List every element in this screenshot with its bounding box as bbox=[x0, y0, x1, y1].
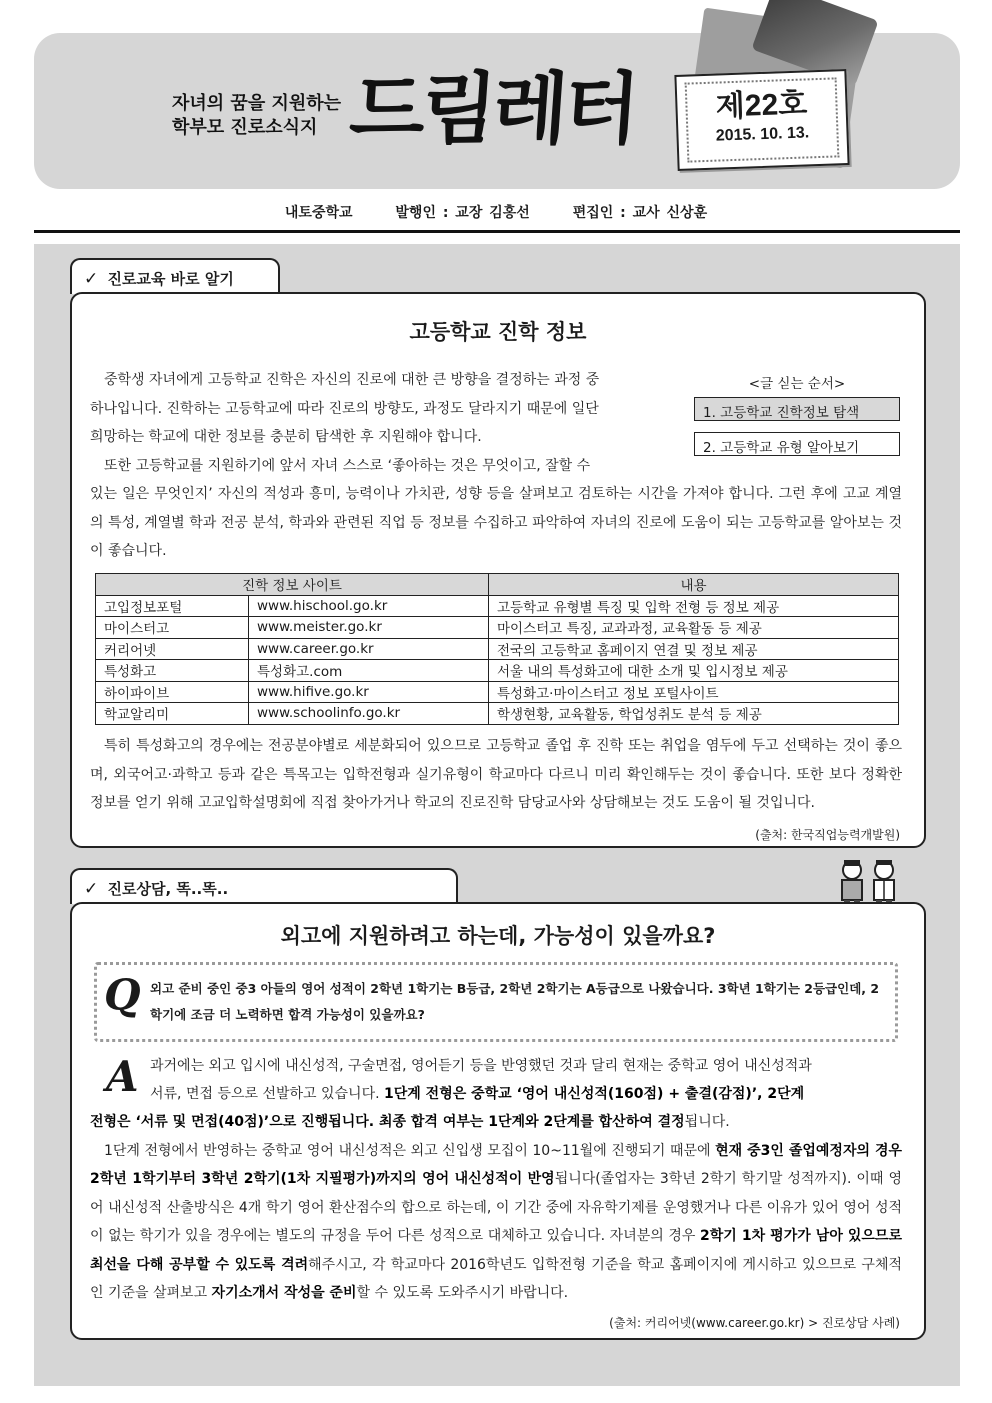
section1-tab bbox=[70, 258, 280, 294]
issue-box bbox=[674, 69, 849, 171]
table-row bbox=[96, 703, 899, 725]
site-name: 하이파이브 bbox=[96, 681, 249, 703]
para3: 특히 특성화고의 경우에는 전공분야별로 세분화되어 있으므로 고등학교 졸업 후 진학 또는 취업을 염두에 두고 선택하는 것이 좋으며, 외국어고·과학고 등과 같은 특목고는 입학전형과 실기유형이 학교마다 다르니 미리 확인해두는 것이 좋습니다. 또한 보다 정확한 정보를 얻기 위해 고교입학설명회에 직접 찾아가거나 학교의 진로진학 담당교사와 상담해보는 것도 도움이 될 것입니다. bbox=[90, 738, 902, 811]
answer-line3-bold: 전형은 ‘서류 및 면접(40점)’으로 진행됩니다. 최종 합격 여부는 1단계와 2단계를 합산하여 결정 bbox=[90, 1114, 685, 1130]
publisher-name: 발행인 : 교장 김홍선 bbox=[395, 205, 530, 221]
table-row bbox=[96, 617, 899, 639]
section1-title: 고등학교 진학 정보 bbox=[409, 320, 587, 344]
answer-line3-plain: 됩니다. bbox=[684, 1114, 730, 1130]
answer-para2-part3: 해주시고, 각 학교마다 2016학년도 입학전형 기준을 학교 홈페이지에 게시하고 있으므로 구체적인 기준을 살펴보고 bbox=[90, 1256, 902, 1301]
school-name: 내토중학교 bbox=[284, 205, 353, 221]
answer-line1-text: 과거에는 외고 입시에 내신성적, 구술면접, 영어듣기 등을 반영했던 것과 달리 현재는 중학교 영어 내신성적과 bbox=[150, 1058, 812, 1074]
site-url: 특성화고.com bbox=[249, 660, 489, 682]
section1-tab-label: 진로교육 바로 알기 bbox=[107, 270, 234, 288]
section1-para2-rest bbox=[90, 480, 902, 566]
table-row bbox=[96, 638, 899, 660]
toc-title: <글 싣는 순서> bbox=[748, 376, 846, 392]
answer-para2-part4: 할 수 있도록 도와주시기 바랍니다. bbox=[356, 1285, 569, 1301]
answer-line2-text bbox=[150, 1080, 900, 1109]
site-url: www.hifive.go.kr bbox=[249, 681, 489, 703]
answer-para2-part1: 1단계 전형에서 반영하는 중학교 영어 내신성적은 외고 신입생 모집이 10~11월에 진행되기 때문에 bbox=[104, 1142, 716, 1159]
site-url: www.schoolinfo.go.kr bbox=[249, 703, 489, 725]
section1-intro-left bbox=[90, 366, 680, 480]
section1-para3 bbox=[90, 732, 902, 818]
site-desc: 특성화고·마이스터고 정보 포털사이트 bbox=[489, 681, 899, 703]
header-divider bbox=[34, 230, 960, 233]
site-desc: 전국의 고등학교 홈페이지 연결 및 정보 제공 bbox=[489, 638, 899, 660]
question-letter: Q bbox=[104, 970, 141, 1019]
tagline bbox=[172, 92, 341, 140]
section2-source: (출처: 커리어넷(www.career.go.kr) > 진로상담 사례) bbox=[603, 1314, 900, 1331]
answer-para2-bold2: 2학기 1차 평가가 남아 있으므로 최선을 다해 공부할 수 있도록 격려 bbox=[90, 1228, 902, 1273]
site-url: www.hischool.go.kr bbox=[249, 595, 489, 617]
check-icon: ✓ bbox=[84, 269, 99, 289]
site-name: 학교알리미 bbox=[96, 703, 249, 725]
answer-para2-bold1: 현재 중3인 졸업예정자의 경우 2학년 1학기부터 3학년 2학기(1차 지필평가)까지의 영어 내신성적이 반영 bbox=[90, 1142, 903, 1187]
question-text: 외고 준비 중인 중3 아들의 영어 성적이 2학년 1학기는 B등급, 2학년 2학기는 A등급으로 나왔습니다. 3학년 1학기는 2등급인데, 2학기에 조금 더 노력하면 합격 가능성이 있을까요? bbox=[150, 981, 880, 1022]
issue-number: 제22호 bbox=[715, 87, 808, 124]
tagline-line2: 학부모 진로소식지 bbox=[172, 117, 318, 138]
site-name: 커리어넷 bbox=[96, 638, 249, 660]
para1-line2: 하나입니다. 진학하는 고등학교에 따라 진로의 방향도, 과정도 달라지기 때문에 일단 bbox=[90, 400, 599, 417]
answer-line3 bbox=[90, 1108, 902, 1137]
answer-letter: A bbox=[106, 1052, 139, 1101]
publisher-line bbox=[0, 202, 992, 222]
site-url: www.meister.go.kr bbox=[249, 617, 489, 639]
site-name: 고입정보포털 bbox=[96, 595, 249, 617]
info-sites-table bbox=[95, 573, 899, 725]
answer-para2-part2: 됩니다(졸업자는 3학년 2학기 학기말 성적까지). 이때 영어 내신성적 산출방식은 4개 학기 영어 환산점수의 합으로 하는데, 이 기간 중에 자유학기제를 운영했거나 다른 이유가 있어 영어 성적이 없는 학기가 있을 경우에는 별도의 규정을 두어 다른 성적으로 대체하고 있습니다. 자녀분의 경우 bbox=[90, 1171, 902, 1244]
table-row bbox=[96, 595, 899, 617]
para1-line3: 희망하는 학교에 대한 정보를 충분히 탐색한 후 지원해야 합니다. bbox=[90, 429, 482, 445]
table-header-sites: 진학 정보 사이트 bbox=[96, 574, 489, 596]
para1-line1: 중학생 자녀에게 고등학교 진학은 자신의 진로에 대한 큰 방향을 결정하는 과정 중 bbox=[104, 372, 600, 388]
site-name: 마이스터고 bbox=[96, 617, 249, 639]
check-icon: ✓ bbox=[84, 879, 99, 899]
table-row bbox=[96, 681, 899, 703]
para2-line1: 또한 고등학교를 지원하기에 앞서 자녀 스스로 ‘좋아하는 것은 무엇이고, 잘할 수 bbox=[104, 457, 591, 474]
section1-source: (출처: 한국직업능력개발원) bbox=[755, 828, 900, 842]
table-header-row bbox=[96, 574, 899, 596]
site-url: www.career.go.kr bbox=[249, 638, 489, 660]
site-name: 특성화고 bbox=[96, 660, 249, 682]
answer-line2-plain: 서류, 면접 등으로 선발하고 있습니다. bbox=[150, 1086, 385, 1102]
toc-item-2: 2. 고등학교 유형 알아보기 bbox=[694, 432, 900, 456]
site-desc: 마이스터고 특징, 교과과정, 교육활동 등 제공 bbox=[489, 617, 899, 639]
answer-line1 bbox=[150, 1052, 900, 1081]
section2-tab-label: 진로상담, 똑..똑.. bbox=[107, 880, 229, 898]
site-desc: 고등학교 유형별 특징 및 입학 전형 등 정보 제공 bbox=[489, 595, 899, 617]
answer-line2-bold: 1단계 전형은 중학교 ‘영어 내신성적(160점) + 출결(감점)’, 2단계 bbox=[384, 1086, 805, 1102]
toc-item-1: 1. 고등학교 진학정보 탐색 bbox=[694, 397, 900, 421]
table-row bbox=[96, 660, 899, 682]
masthead-title: 드림레터 bbox=[346, 65, 639, 155]
para2-rest: 있는 일은 무엇인지’ 자신의 적성과 흥미, 능력이나 가치관, 성향 등을 살펴보고 검토하는 시간을 가져야 합니다. 그런 후에 고교 계열의 특성, 계열별 학과 전공 분석, 학과와 관련된 직업 등 정보를 수집하고 파악하여 자녀의 진로에 도움이 되는 고등학교를 알아보는 것이 좋습니다. bbox=[90, 486, 902, 559]
site-desc: 서울 내의 특성화고에 대한 소개 및 입시정보 제공 bbox=[489, 660, 899, 682]
table-header-content: 내용 bbox=[489, 574, 899, 596]
issue-date: 2015. 10. 13. bbox=[715, 124, 810, 145]
answer-line2 bbox=[150, 1080, 900, 1109]
tagline-line1: 자녀의 꿈을 지원하는 bbox=[172, 93, 342, 114]
answer-para2-bold3: 자기소개서 작성을 준비 bbox=[211, 1285, 357, 1301]
site-desc: 학생현황, 교육활동, 학업성취도 분석 등 제공 bbox=[489, 703, 899, 725]
section2-tab bbox=[70, 868, 458, 904]
section2-title: 외고에 지원하려고 하는데, 가능성이 있을까요? bbox=[280, 924, 716, 948]
editor-name: 편집인 : 교사 신상훈 bbox=[572, 205, 708, 221]
answer-para1-rest bbox=[90, 1108, 902, 1308]
answer-para2 bbox=[90, 1137, 902, 1308]
